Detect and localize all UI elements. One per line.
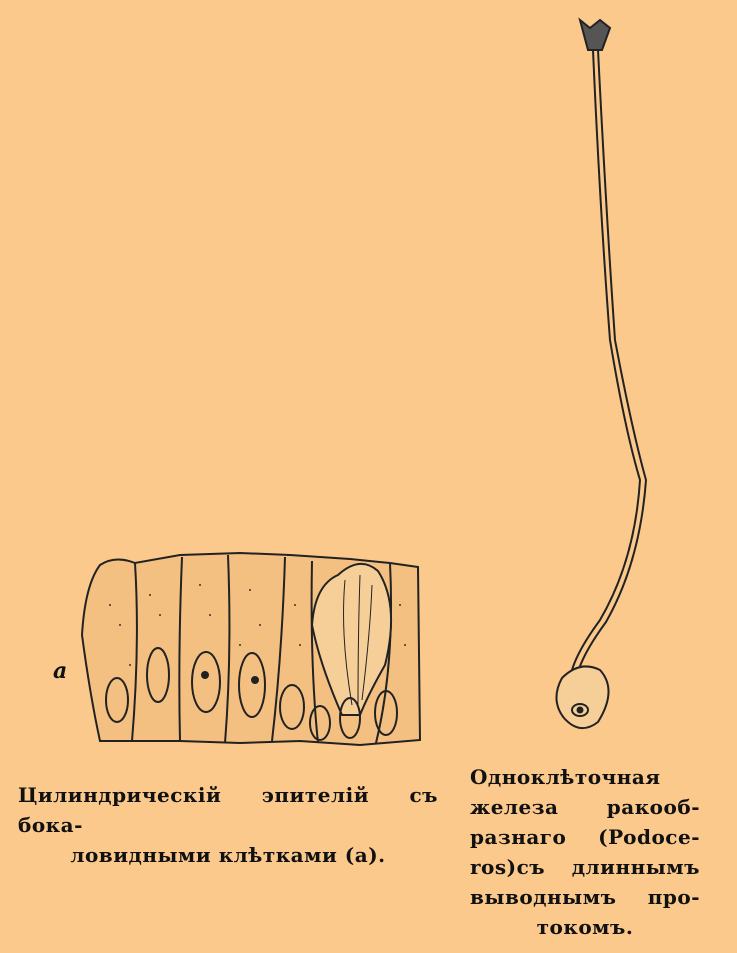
gland-illustration <box>540 10 670 730</box>
gland-caption-line-4: ros)съ длиннымъ <box>470 855 700 879</box>
epithelium-caption-line-1: Цилиндрическій эпителій съ бока- <box>18 783 438 837</box>
gland-caption-line-3: разнаго (Podoce- <box>470 825 700 849</box>
gland-caption-line-5: выводнымъ про- <box>470 885 700 909</box>
gland-caption-line-1: Одноклѣточная <box>470 765 661 789</box>
gland-caption <box>470 762 700 942</box>
gland-caption-line-6: токомъ. <box>536 915 634 939</box>
figure-label-a: a <box>53 658 68 684</box>
gland-caption-line-2: железа ракооб- <box>470 795 700 819</box>
epithelium-caption-line-2: ловидными клѣтками (a). <box>70 843 386 867</box>
epithelium-caption <box>18 780 438 870</box>
epithelium-illustration <box>60 545 430 760</box>
